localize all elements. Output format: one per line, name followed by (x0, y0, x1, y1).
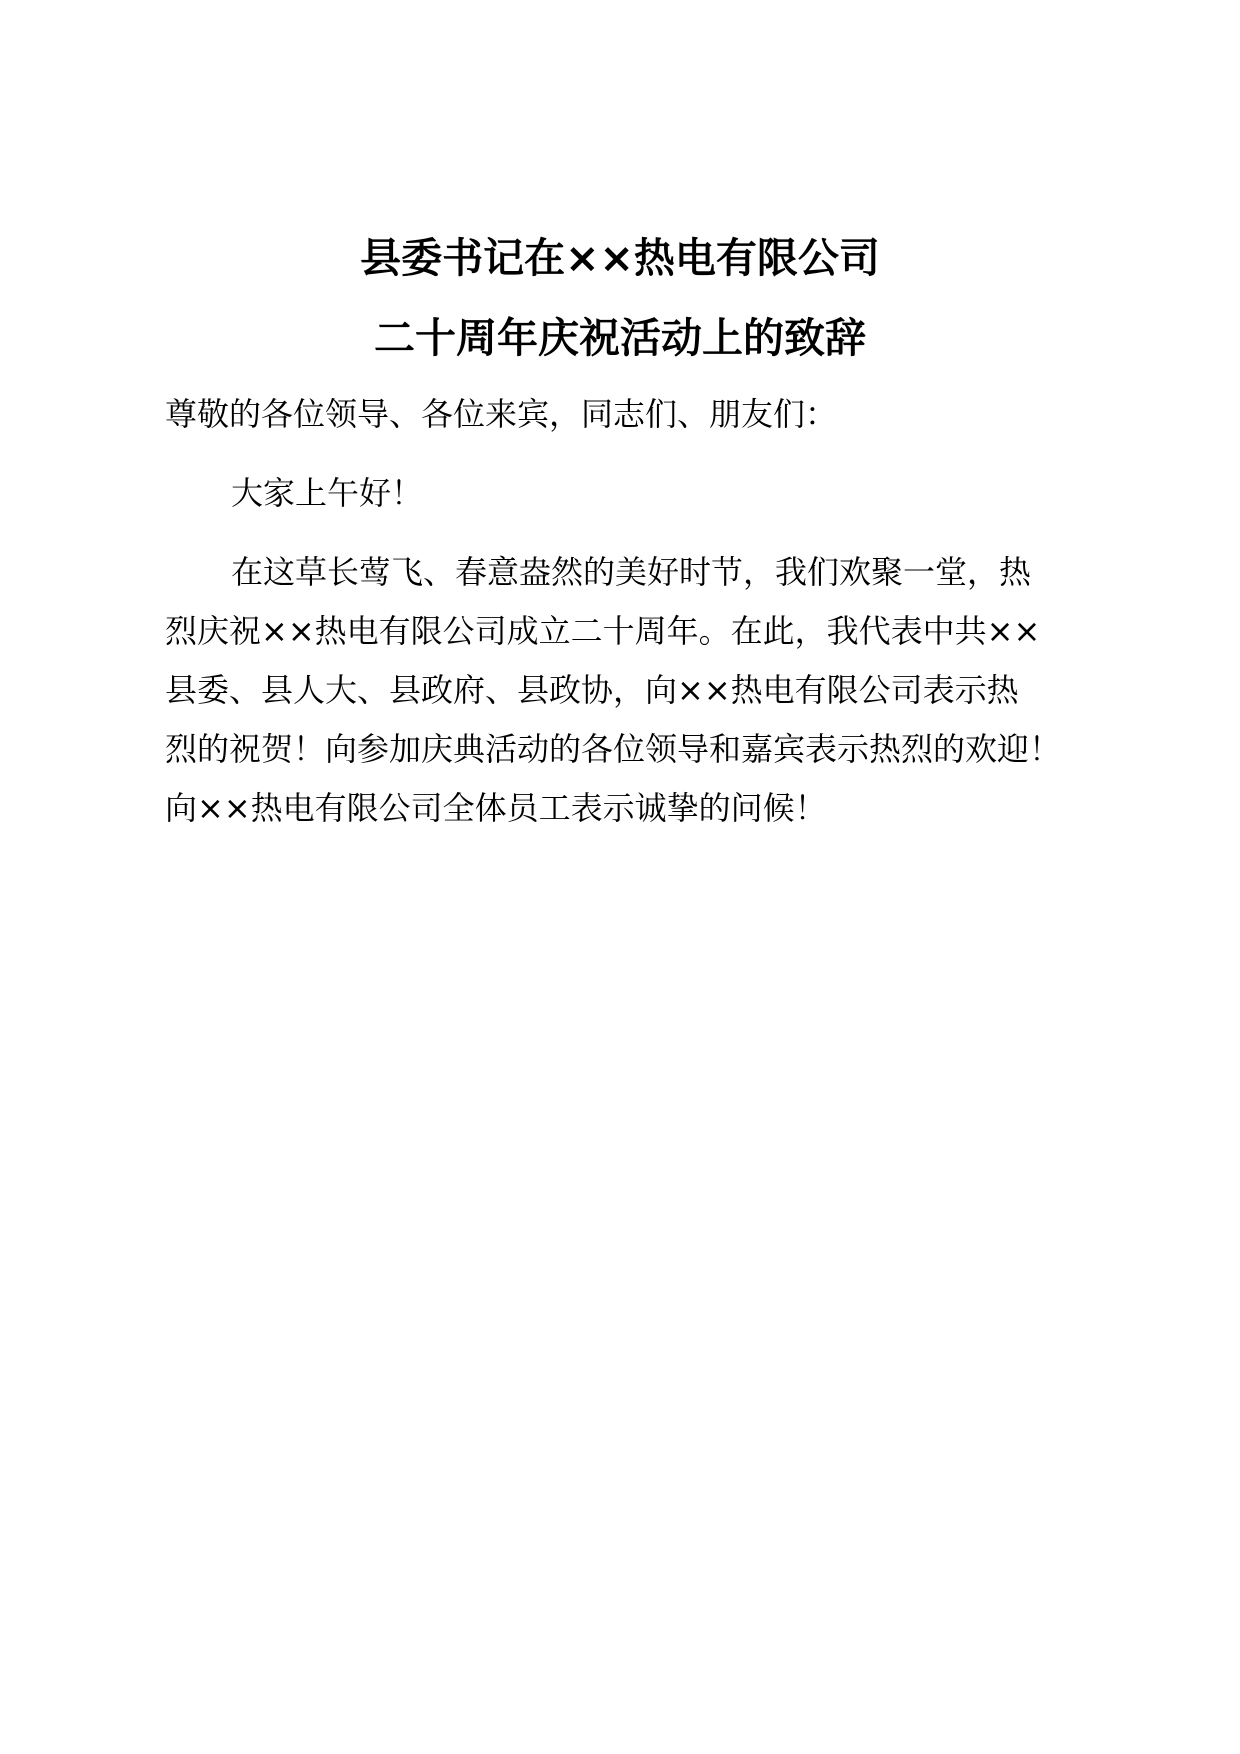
paragraph-1 (165, 543, 1111, 838)
paragraph-line: 在这草长莺飞、春意盎然的美好时节，我们欢聚一堂，热 (231, 553, 1032, 591)
salutation: 尊敬的各位领导、各位来宾，同志们、朋友们： (165, 395, 838, 433)
title-line-1: 县委书记在××热电有限公司 (360, 234, 880, 282)
document-title (0, 218, 1240, 378)
document-body (165, 385, 1111, 838)
title-line-2: 二十周年庆祝活动上的致辞 (374, 314, 866, 362)
paragraph-line: 县委、县人大、县政府、县政协，向××热电有限公司表示热 (165, 671, 1019, 709)
paragraph-line: 烈的祝贺！向参加庆典活动的各位领导和嘉宾表示热烈的欢迎！ (165, 730, 1062, 768)
paragraph-line: 烈庆祝××热电有限公司成立二十周年。在此，我代表中共×× (165, 612, 1041, 650)
greeting: 大家上午好！ (231, 474, 424, 512)
paragraph-line: 向××热电有限公司全体员工表示诚挚的问候！ (165, 789, 827, 827)
